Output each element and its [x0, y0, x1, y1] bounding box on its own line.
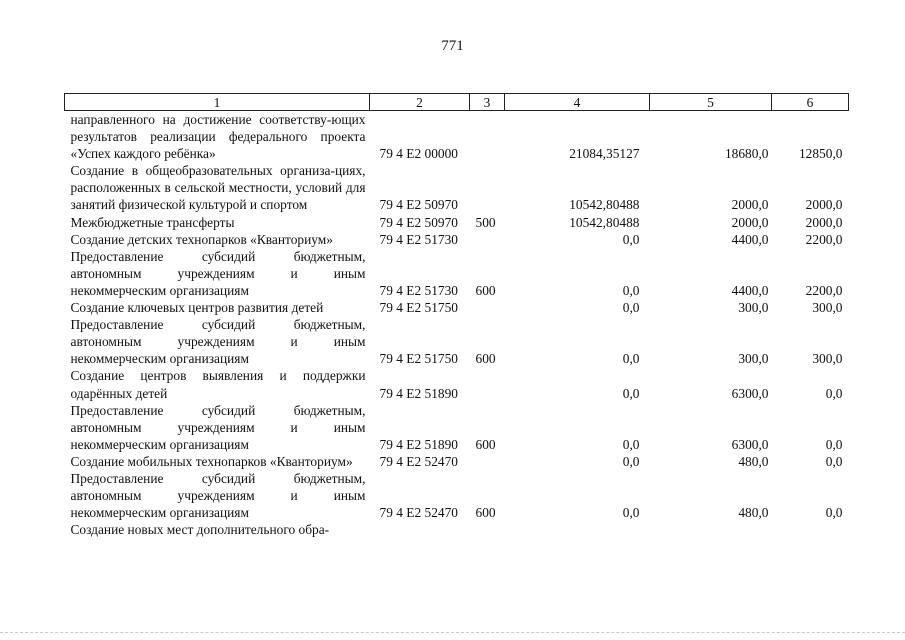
row-amount-col4: 0,0 — [622, 231, 640, 247]
row-description: Предоставление субсидий бюджетным, автономным учреждениям и иным некоммерческим организациям — [70, 317, 366, 367]
row-amount-col4 — [505, 521, 650, 538]
row-code: 79 4 E2 51730 — [379, 282, 458, 298]
row-amount-col6: 2000,0 — [805, 197, 843, 213]
row-amount-col6: 0,0 — [825, 505, 843, 521]
row-code — [370, 521, 470, 538]
row-amount-col6: 2000,0 — [805, 214, 843, 230]
column-header: 2 — [370, 94, 470, 111]
table-body — [65, 111, 849, 539]
row-code: 79 4 E2 51730 — [379, 231, 458, 247]
table-row — [65, 214, 849, 231]
row-amount-col4: 0,0 — [622, 453, 640, 469]
row-amount-col4: 10542,80488 — [569, 214, 640, 230]
row-amount-col5: 480,0 — [738, 505, 769, 521]
table-row — [65, 111, 849, 163]
row-amount-col5: 4400,0 — [731, 282, 769, 298]
table-row — [65, 367, 849, 401]
row-amount-col4: 0,0 — [622, 351, 640, 367]
table-row — [65, 299, 849, 316]
row-type-code — [470, 453, 505, 470]
column-header: 3 — [470, 94, 505, 111]
row-description: Межбюджетные трансферты — [70, 214, 235, 230]
row-amount-col5: 2000,0 — [731, 214, 769, 230]
table-row — [65, 316, 849, 367]
row-description: Создание новых мест дополнительного обра- — [70, 522, 330, 538]
row-amount-col5: 6300,0 — [731, 385, 769, 401]
row-amount-col4: 0,0 — [622, 436, 640, 452]
table-row — [65, 521, 849, 538]
row-code: 79 4 E2 50970 — [379, 197, 458, 213]
row-amount-col4: 0,0 — [622, 300, 640, 316]
row-type-code — [470, 521, 505, 538]
column-header: 1 — [65, 94, 370, 111]
row-type-code: 600 — [475, 436, 496, 452]
table-row — [65, 248, 849, 299]
row-code: 79 4 E2 50970 — [379, 214, 458, 230]
row-code: 79 4 E2 51890 — [379, 436, 458, 452]
table-row — [65, 231, 849, 248]
row-type-code: 600 — [475, 351, 496, 367]
row-amount-col5 — [650, 521, 772, 538]
row-amount-col6: 300,0 — [812, 351, 843, 367]
row-amount-col6: 12850,0 — [798, 146, 843, 162]
row-amount-col4: 0,0 — [622, 282, 640, 298]
row-code: 79 4 E2 52470 — [379, 505, 458, 521]
table-row — [65, 402, 849, 453]
row-amount-col6: 0,0 — [825, 385, 843, 401]
row-amount-col5: 6300,0 — [731, 436, 769, 452]
header-row — [65, 94, 849, 111]
row-amount-col6: 2200,0 — [805, 282, 843, 298]
row-description: Создание мобильных технопарков «Кванториум» — [70, 453, 353, 469]
row-type-code — [470, 299, 505, 316]
table-row — [65, 453, 849, 470]
row-amount-col6: 0,0 — [825, 453, 843, 469]
row-amount-col4: 0,0 — [622, 505, 640, 521]
row-amount-col6: 2200,0 — [805, 231, 843, 247]
column-header: 4 — [505, 94, 650, 111]
row-amount-col4: 21084,35127 — [569, 146, 640, 162]
row-description: Предоставление субсидий бюджетным, автономным учреждениям и иным некоммерческим организациям — [70, 402, 366, 452]
scan-edge-line — [0, 632, 905, 633]
row-description: направленного на достижение соответству-ющих результатов реализации федерального проекта «Успех каждого ребёнка» — [70, 112, 366, 162]
column-header: 5 — [650, 94, 772, 111]
row-amount-col5: 2000,0 — [731, 197, 769, 213]
row-code: 79 4 E2 51890 — [379, 385, 458, 401]
row-code: 79 4 E2 51750 — [379, 351, 458, 367]
table-row — [65, 470, 849, 521]
row-description: Предоставление субсидий бюджетным, автономным учреждениям и иным некоммерческим организациям — [70, 470, 366, 521]
row-amount-col4: 0,0 — [622, 385, 640, 401]
row-amount-col5: 4400,0 — [731, 231, 769, 247]
row-description: Предоставление субсидий бюджетным, автономным учреждениям и иным некоммерческим организациям — [70, 248, 366, 298]
row-type-code — [470, 111, 505, 163]
column-header: 6 — [772, 94, 849, 111]
row-type-code: 600 — [475, 282, 496, 298]
row-amount-col5: 300,0 — [738, 300, 769, 316]
row-description: Создание ключевых центров развития детей — [70, 300, 324, 316]
row-code: 79 4 E2 00000 — [379, 146, 458, 162]
row-amount-col6 — [772, 521, 849, 538]
row-type-code — [470, 367, 505, 401]
row-type-code: 600 — [475, 505, 496, 521]
row-amount-col6: 0,0 — [825, 436, 843, 452]
row-description: Создание в общеобразовательных организа-циях, расположенных в сельской местности, условий для занятий физической культурой и спортом — [70, 163, 366, 213]
row-type-code: 500 — [475, 214, 496, 230]
page-number: 771 — [441, 38, 464, 54]
row-amount-col6: 300,0 — [812, 300, 843, 316]
row-code: 79 4 E2 52470 — [379, 453, 458, 469]
table-row — [65, 162, 849, 213]
row-type-code — [470, 162, 505, 213]
row-amount-col5: 18680,0 — [724, 146, 769, 162]
row-amount-col4: 10542,80488 — [569, 197, 640, 213]
row-amount-col5: 300,0 — [738, 351, 769, 367]
row-code: 79 4 E2 51750 — [379, 300, 458, 316]
budget-table — [64, 93, 849, 538]
row-amount-col5: 480,0 — [738, 453, 769, 469]
row-description: Создание центров выявления и поддержки одарённых детей — [70, 368, 366, 401]
row-type-code — [470, 231, 505, 248]
row-description: Создание детских технопарков «Кванториум» — [70, 231, 333, 247]
